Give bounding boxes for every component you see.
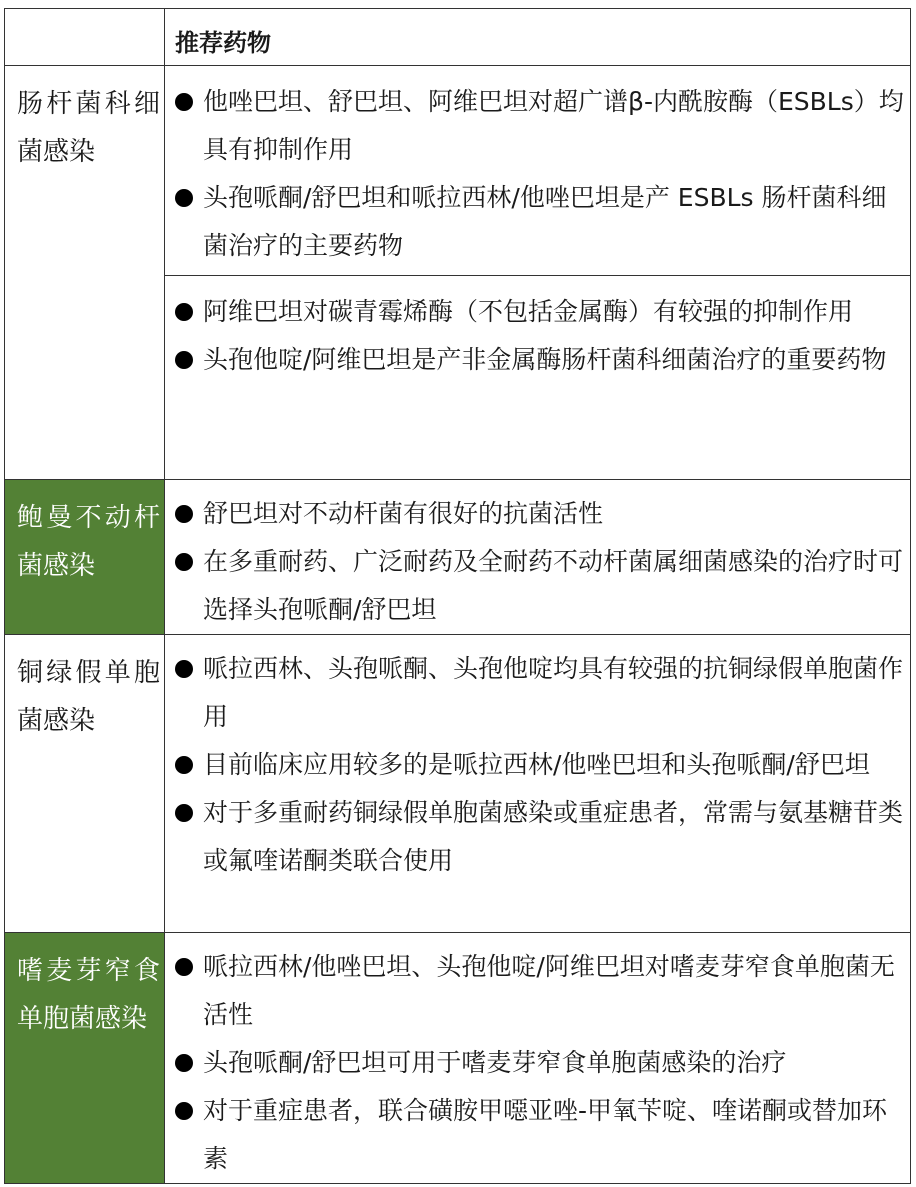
list-item bbox=[175, 645, 904, 741]
list-item-text: 头孢哌酮/舒巴坦和哌拉西林/他唑巴坦是产 ESBLs 肠杆菌科细菌治疗的主要药物 bbox=[203, 183, 887, 260]
bullet-icon bbox=[175, 1054, 193, 1072]
list-item bbox=[175, 943, 904, 1039]
table-row bbox=[5, 480, 911, 635]
list-item-text: 他唑巴坦、舒巴坦、阿维巴坦对超广谱β-内酰胺酶（ESBLs）均具有抑制作用 bbox=[203, 87, 904, 164]
category-cell: 肠杆菌科细菌感染 bbox=[5, 66, 165, 480]
content-cell bbox=[165, 635, 911, 933]
bullet-icon bbox=[175, 505, 193, 523]
drug-recommendation-table bbox=[4, 8, 911, 1184]
list-item-text: 对于多重耐药铜绿假单胞菌感染或重症患者，常需与氨基糖苷类或氟喹诺酮类联合使用 bbox=[203, 798, 904, 875]
bullet-icon bbox=[175, 351, 193, 369]
bullet-icon bbox=[175, 958, 193, 976]
list-item bbox=[175, 741, 904, 789]
content-cell bbox=[165, 276, 911, 480]
list-item bbox=[175, 288, 904, 336]
column-title: 推荐药物 bbox=[165, 9, 911, 66]
bullet-icon bbox=[175, 553, 193, 571]
category-cell: 鲍曼不动杆菌感染 bbox=[5, 480, 165, 635]
bullet-icon bbox=[175, 93, 193, 111]
list-item-text: 头孢哌酮/舒巴坦可用于嗜麦芽窄食单胞菌感染的治疗 bbox=[203, 1048, 787, 1077]
list-item bbox=[175, 490, 904, 538]
table-row bbox=[5, 933, 911, 1184]
list-item-text: 阿维巴坦对碳青霉烯酶（不包括金属酶）有较强的抑制作用 bbox=[203, 297, 854, 326]
list-item bbox=[175, 336, 904, 384]
list-item bbox=[175, 174, 904, 270]
header-empty-cell bbox=[5, 9, 165, 66]
list-item bbox=[175, 1087, 904, 1183]
list-item bbox=[175, 78, 904, 174]
bullet-icon bbox=[175, 804, 193, 822]
content-cell bbox=[165, 933, 911, 1184]
list-item-text: 头孢他啶/阿维巴坦是产非金属酶肠杆菌科细菌治疗的重要药物 bbox=[203, 345, 887, 374]
bullet-icon bbox=[175, 303, 193, 321]
list-item-text: 在多重耐药、广泛耐药及全耐药不动杆菌属细菌感染的治疗时可选择头孢哌酮/舒巴坦 bbox=[203, 547, 904, 624]
list-item-text: 哌拉西林、头孢哌酮、头孢他啶均具有较强的抗铜绿假单胞菌作用 bbox=[203, 654, 904, 731]
content-cell bbox=[165, 66, 911, 276]
header-row bbox=[5, 9, 911, 66]
list-item-text: 目前临床应用较多的是哌拉西林/他唑巴坦和头孢哌酮/舒巴坦 bbox=[203, 750, 870, 779]
bullet-icon bbox=[175, 756, 193, 774]
table-row bbox=[5, 66, 911, 276]
list-item-text: 对于重症患者，联合磺胺甲噁亚唑-甲氧苄啶、喹诺酮或替加环素 bbox=[203, 1096, 888, 1173]
list-item bbox=[175, 789, 904, 885]
bullet-icon bbox=[175, 1102, 193, 1120]
list-item bbox=[175, 1039, 904, 1087]
list-item-text: 舒巴坦对不动杆菌有很好的抗菌活性 bbox=[203, 499, 604, 528]
list-item-text: 哌拉西林/他唑巴坦、头孢他啶/阿维巴坦对嗜麦芽窄食单胞菌无活性 bbox=[203, 952, 895, 1029]
list-item bbox=[175, 538, 904, 634]
content-cell bbox=[165, 480, 911, 635]
bullet-icon bbox=[175, 189, 193, 207]
category-cell: 铜绿假单胞菌感染 bbox=[5, 635, 165, 933]
bullet-icon bbox=[175, 660, 193, 678]
table-row bbox=[5, 635, 911, 933]
category-cell: 嗜麦芽窄食单胞菌感染 bbox=[5, 933, 165, 1184]
